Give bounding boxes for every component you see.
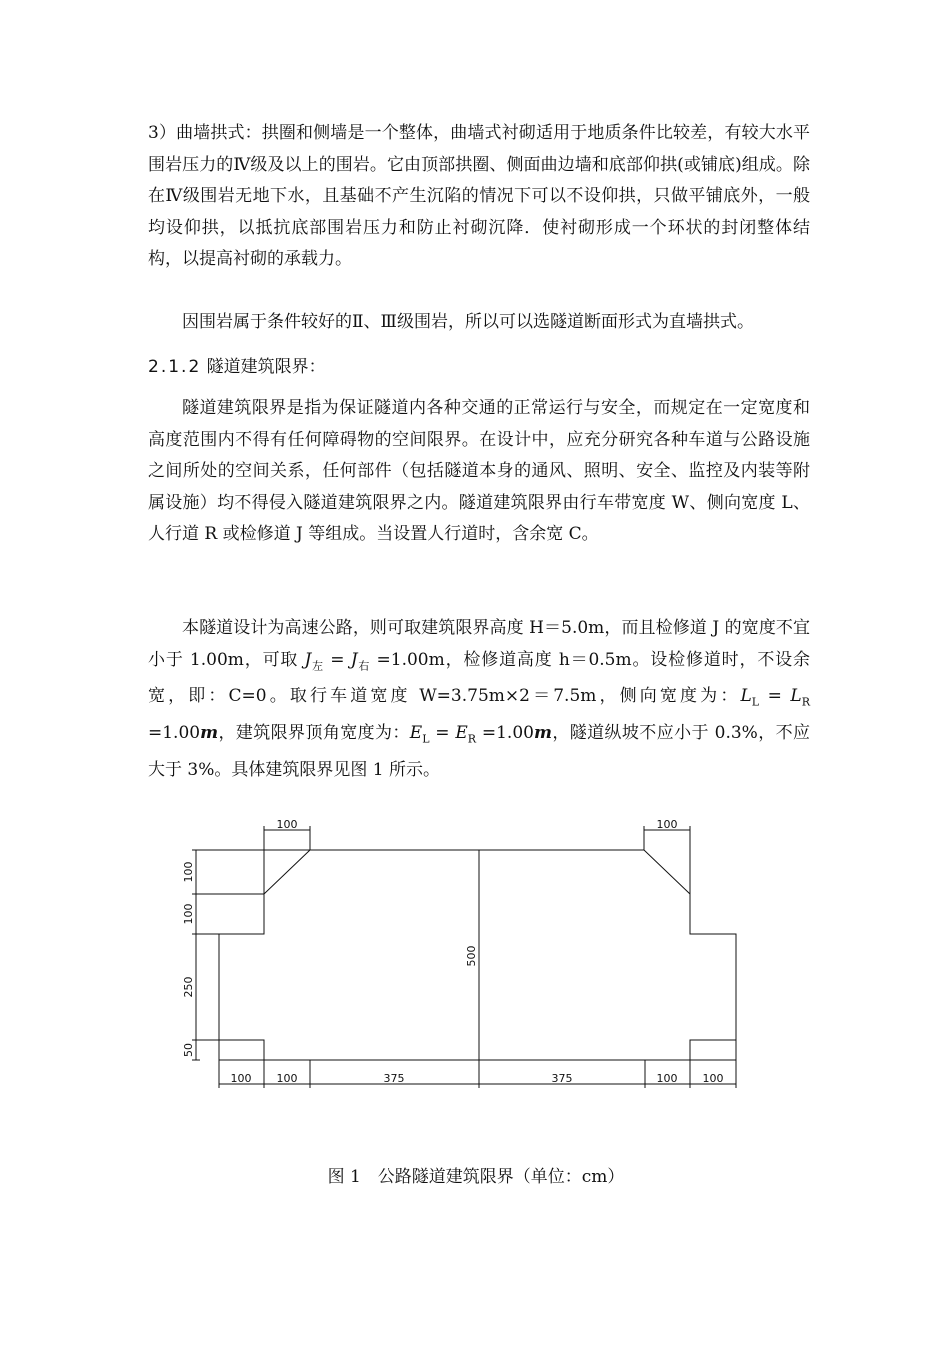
dim-bottom-2: 100 bbox=[276, 1072, 298, 1085]
math-unit: m bbox=[200, 723, 219, 744]
math-equals: = bbox=[759, 686, 791, 707]
paragraph-clearance-definition: 隧道建筑限界是指为保证隧道内各种交通的正常运行与安全，而规定在一定宽度和高度范围内不得有任何障碍物的空间限界。在设计中，应充分研究各种车道与公路设施之间所处的空间关系，任何部件（包括隧道本身的通风、照明、安全、监控及内装等附属设施）均不得侵入隧道建筑限界之内。隧道建筑限界由行车带宽度 W、侧向宽度 L、人行道 R 或检修道 J 等组成。当设置人行道时，含余宽 C。 bbox=[148, 398, 810, 544]
tunnel-clearance-figure bbox=[150, 806, 770, 1106]
math-equals: = bbox=[324, 649, 351, 670]
section-heading bbox=[148, 352, 326, 383]
dim-bottom-4: 375 bbox=[551, 1072, 573, 1085]
dim-left-2: 100 bbox=[182, 903, 195, 925]
math-e-left: $E_L$ bbox=[409, 723, 430, 746]
dim-top-left: 100 bbox=[276, 818, 298, 831]
text-run: =1.00m，检修道高度 h＝0.5m。设检修道时，不设余宽，即：C=0。取行车道宽度 W=3.75m×2＝7.5m，侧向宽度为： bbox=[148, 649, 811, 707]
text-run: ，隧道纵坡不应小于 0.3%，不应大于 3%。具体建筑限界见图 1 所示。 bbox=[148, 723, 811, 781]
section-title: 隧道建筑限界： bbox=[206, 357, 326, 377]
dim-left-4: 50 bbox=[182, 1043, 195, 1057]
section-number: 2.1.2 bbox=[148, 357, 202, 377]
math-equals: = bbox=[429, 723, 456, 744]
math-j-left: $J_左$ bbox=[304, 649, 325, 672]
math-j-right: $J_右$ bbox=[350, 649, 371, 672]
math-e-right: $E_R$ bbox=[455, 723, 477, 746]
dim-bottom-6: 100 bbox=[702, 1072, 724, 1085]
clearance-drawing bbox=[150, 806, 770, 1106]
dim-height: 500 bbox=[465, 945, 478, 967]
math-value: =1.00 bbox=[148, 723, 201, 744]
text-run: ，建筑限界顶角宽度为： bbox=[218, 723, 410, 744]
dim-left-3: 250 bbox=[182, 976, 195, 998]
dim-bottom-3: 375 bbox=[383, 1072, 405, 1085]
dim-bottom-1: 100 bbox=[230, 1072, 252, 1085]
paragraph-design-parameters bbox=[148, 613, 810, 787]
math-l-left: $L_L$ bbox=[740, 686, 760, 709]
text-run: 本隧道设计为高速公路，则可取建筑限界高度 H＝5.0m，而且检修道 J 的宽度不宜小于 1.00m，可取 bbox=[148, 618, 810, 670]
paragraph-section-choice: 因围岩属于条件较好的Ⅱ、Ⅲ级围岩，所以可以选隧道断面形式为直墙拱式。 bbox=[182, 312, 754, 332]
dim-top-right: 100 bbox=[656, 818, 678, 831]
dim-left-1: 100 bbox=[182, 861, 195, 883]
figure-caption: 图 1 公路隧道建筑限界（单位：cm） bbox=[327, 1167, 625, 1187]
math-value: =1.00 bbox=[476, 723, 534, 744]
math-unit: m bbox=[533, 723, 552, 744]
paragraph-curved-wall-arch: 3）曲墙拱式：拱圈和侧墙是一个整体，曲墙式衬砌适用于地质条件比较差，有较大水平围岩压力的Ⅳ级及以上的围岩。它由顶部拱圈、侧面曲边墙和底部仰拱(或铺底)组成。除在Ⅳ级围岩无地下水，且基础不产生沉陷的情况下可以不设仰拱，只做平铺底外，一般均设仰拱，以抵抗底部围岩压力和防止衬砌沉降．使衬砌形成一个环状的封闭整体结构，以提高衬砌的承载力。 bbox=[148, 123, 810, 269]
math-l-right: $L_R$ bbox=[790, 686, 810, 709]
dim-bottom-5: 100 bbox=[656, 1072, 678, 1085]
